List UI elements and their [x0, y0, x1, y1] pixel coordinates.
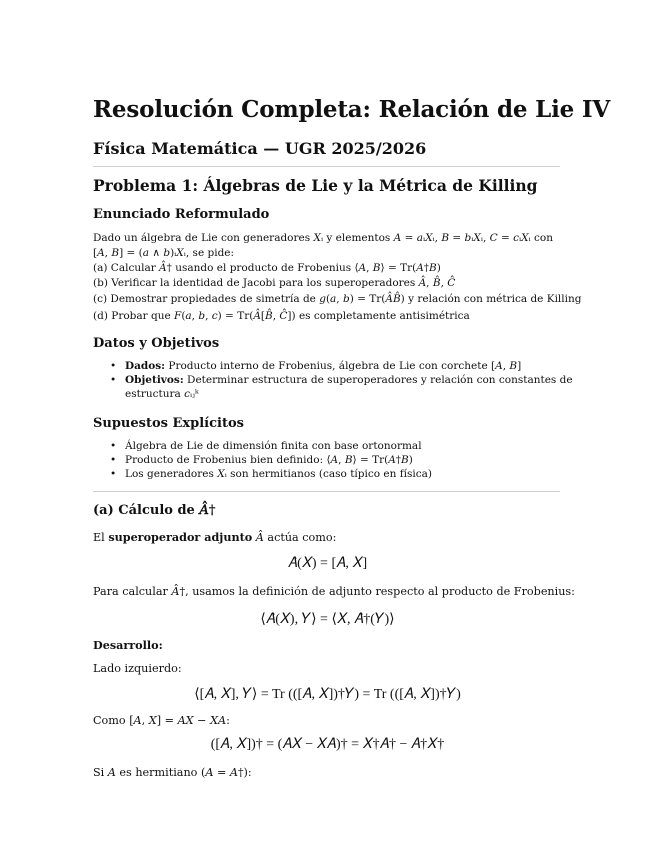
part-a-paragraph: Para calcular 𝐴̂†, usamos la definición de adjunto respecto al producto de Frobenius: [93, 585, 575, 598]
list-item: • Objetivos: Determinar estructura de superoperadores y relación con constantes de [110, 374, 573, 386]
statement-line: Dado un álgebra de Lie con generadores 𝑋ᵢ y elementos 𝐴 = 𝑎ᵢ𝑋ᵢ, 𝐵 = 𝑏ᵢ𝑋ᵢ, 𝐶 = 𝑐ᵢ𝑋ᵢ con [93, 232, 554, 244]
list-item-continuation: estructura 𝑐ᵢⱼᵏ [125, 388, 199, 400]
equation-adjoint-definition: ⟨𝐴̂(𝑋), 𝑌⟩ = ⟨𝑋, 𝐴̂†(𝑌)⟩ [260, 612, 395, 627]
assumptions-list [93, 439, 432, 481]
list-item: • Producto de Frobenius bien definido: ⟨𝐴, 𝐵⟩ = Tr(𝐴†𝐵) [110, 454, 413, 466]
statement-line: (c) Demostrar propiedades de simetría de 𝑔(𝑎, 𝑏) = Tr(𝐴̂𝐵̂) y relación con métrica de Killing [93, 293, 582, 305]
commutator-expansion-text: Como [𝐴, 𝑋] = 𝐴𝑋 − 𝑋𝐴: [93, 714, 230, 727]
equation-adjoint-action: 𝐴̂(𝑋) = [𝐴, 𝑋] [287, 556, 368, 571]
list-item: • Los generadores 𝑋ᵢ son hermitianos (caso típico en física) [110, 468, 432, 480]
assumptions-heading: Supuestos Explícitos [93, 416, 244, 431]
data-heading: Datos y Objetivos [93, 336, 220, 351]
part-a-heading: (a) Cálculo de 𝐴̂† [93, 503, 216, 518]
equation-commutator-dagger: ([𝐴, 𝑋])† = (𝐴𝑋 − 𝑋𝐴)† = 𝑋†𝐴† − 𝐴†𝑋† [210, 737, 445, 752]
statement-line: [𝐴, 𝐵] = (𝑎 ∧ 𝑏)ᵢ𝑋ᵢ, se pide: [93, 247, 235, 259]
statement-line: (a) Calcular 𝐴̂† usando el producto de Frobenius ⟨𝐴, 𝐵⟩ = Tr(𝐴†𝐵) [93, 262, 441, 274]
document-subtitle: Física Matemática — UGR 2025/2026 [93, 139, 427, 158]
statement-line: (b) Verificar la identidad de Jacobi para los superoperadores 𝐴̂, 𝐵̂, 𝐶̂ [93, 277, 456, 289]
problem-title: Problema 1: Álgebras de Lie y la Métrica de Killing [93, 176, 538, 195]
data-list [93, 359, 573, 401]
document-title: Resolución Completa: Relación de Lie IV [93, 96, 611, 123]
left-side-label: Lado izquierdo: [93, 662, 182, 675]
list-item: • Dados: Producto interno de Frobenius, álgebra de Lie con corchete [𝐴, 𝐵] [110, 360, 522, 372]
hermitian-condition-text: Si 𝐴 es hermitiano (𝐴 = 𝐴†): [93, 766, 252, 779]
statement-line: (d) Probar que 𝐹(𝑎, 𝑏, 𝑐) = Tr(𝐴̂[𝐵̂, 𝐶̂]) es completamente antisimétrica [93, 310, 470, 322]
development-label: Desarrollo: [93, 638, 163, 652]
divider [93, 491, 560, 492]
equation-frobenius-left: ⟨[𝐴, 𝑋], 𝑌⟩ = Tr (([𝐴, 𝑋])†𝑌) = Tr (([𝐴, 𝑋])†𝑌) [194, 687, 461, 702]
part-a-intro: El superoperador adjunto 𝐴̂ actúa como: [93, 530, 337, 544]
statement-heading: Enunciado Reformulado [93, 207, 270, 222]
divider [93, 166, 560, 167]
list-item: • Álgebra de Lie de dimensión finita con base ortonormal [110, 440, 422, 452]
